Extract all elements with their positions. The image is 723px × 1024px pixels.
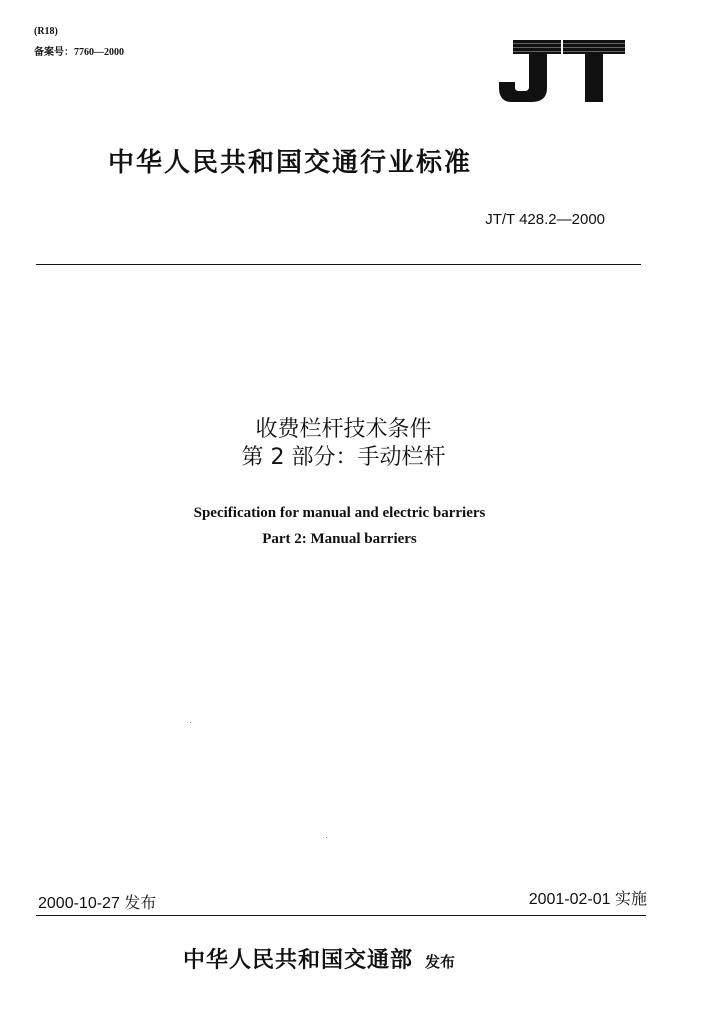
english-title-line-2: Part 2: Manual barriers — [262, 531, 417, 547]
issuer-name: 中华人民共和国交通部 — [183, 948, 414, 973]
issuing-authority — [183, 946, 455, 977]
issuer-action: 发布 — [425, 953, 456, 971]
classification-code-text: (R18) — [34, 26, 58, 37]
jt-logo — [497, 36, 627, 104]
english-title-line-1: Specification for manual and electric barriers — [193, 505, 486, 521]
chinese-title — [0, 416, 723, 472]
scan-speck — [326, 837, 327, 838]
chinese-title-line-2: 第 2 部分：手动栏杆 — [241, 445, 446, 470]
standard-category-title: 中华人民共和国交通行业标准 — [108, 148, 473, 178]
english-title — [0, 500, 723, 552]
issue-date: 2000-10-27 发布 — [38, 895, 157, 912]
standard-number: JT/T 428.2—2000 — [485, 211, 605, 228]
scan-speck — [190, 722, 191, 723]
header-divider — [36, 264, 641, 265]
record-number: 备案号：7760—2000 — [34, 47, 124, 58]
chinese-title-line-1: 收费栏杆技术条件 — [255, 417, 432, 442]
footer-divider — [36, 915, 646, 916]
implementation-date: 2001-02-01 实施 — [528, 891, 647, 908]
